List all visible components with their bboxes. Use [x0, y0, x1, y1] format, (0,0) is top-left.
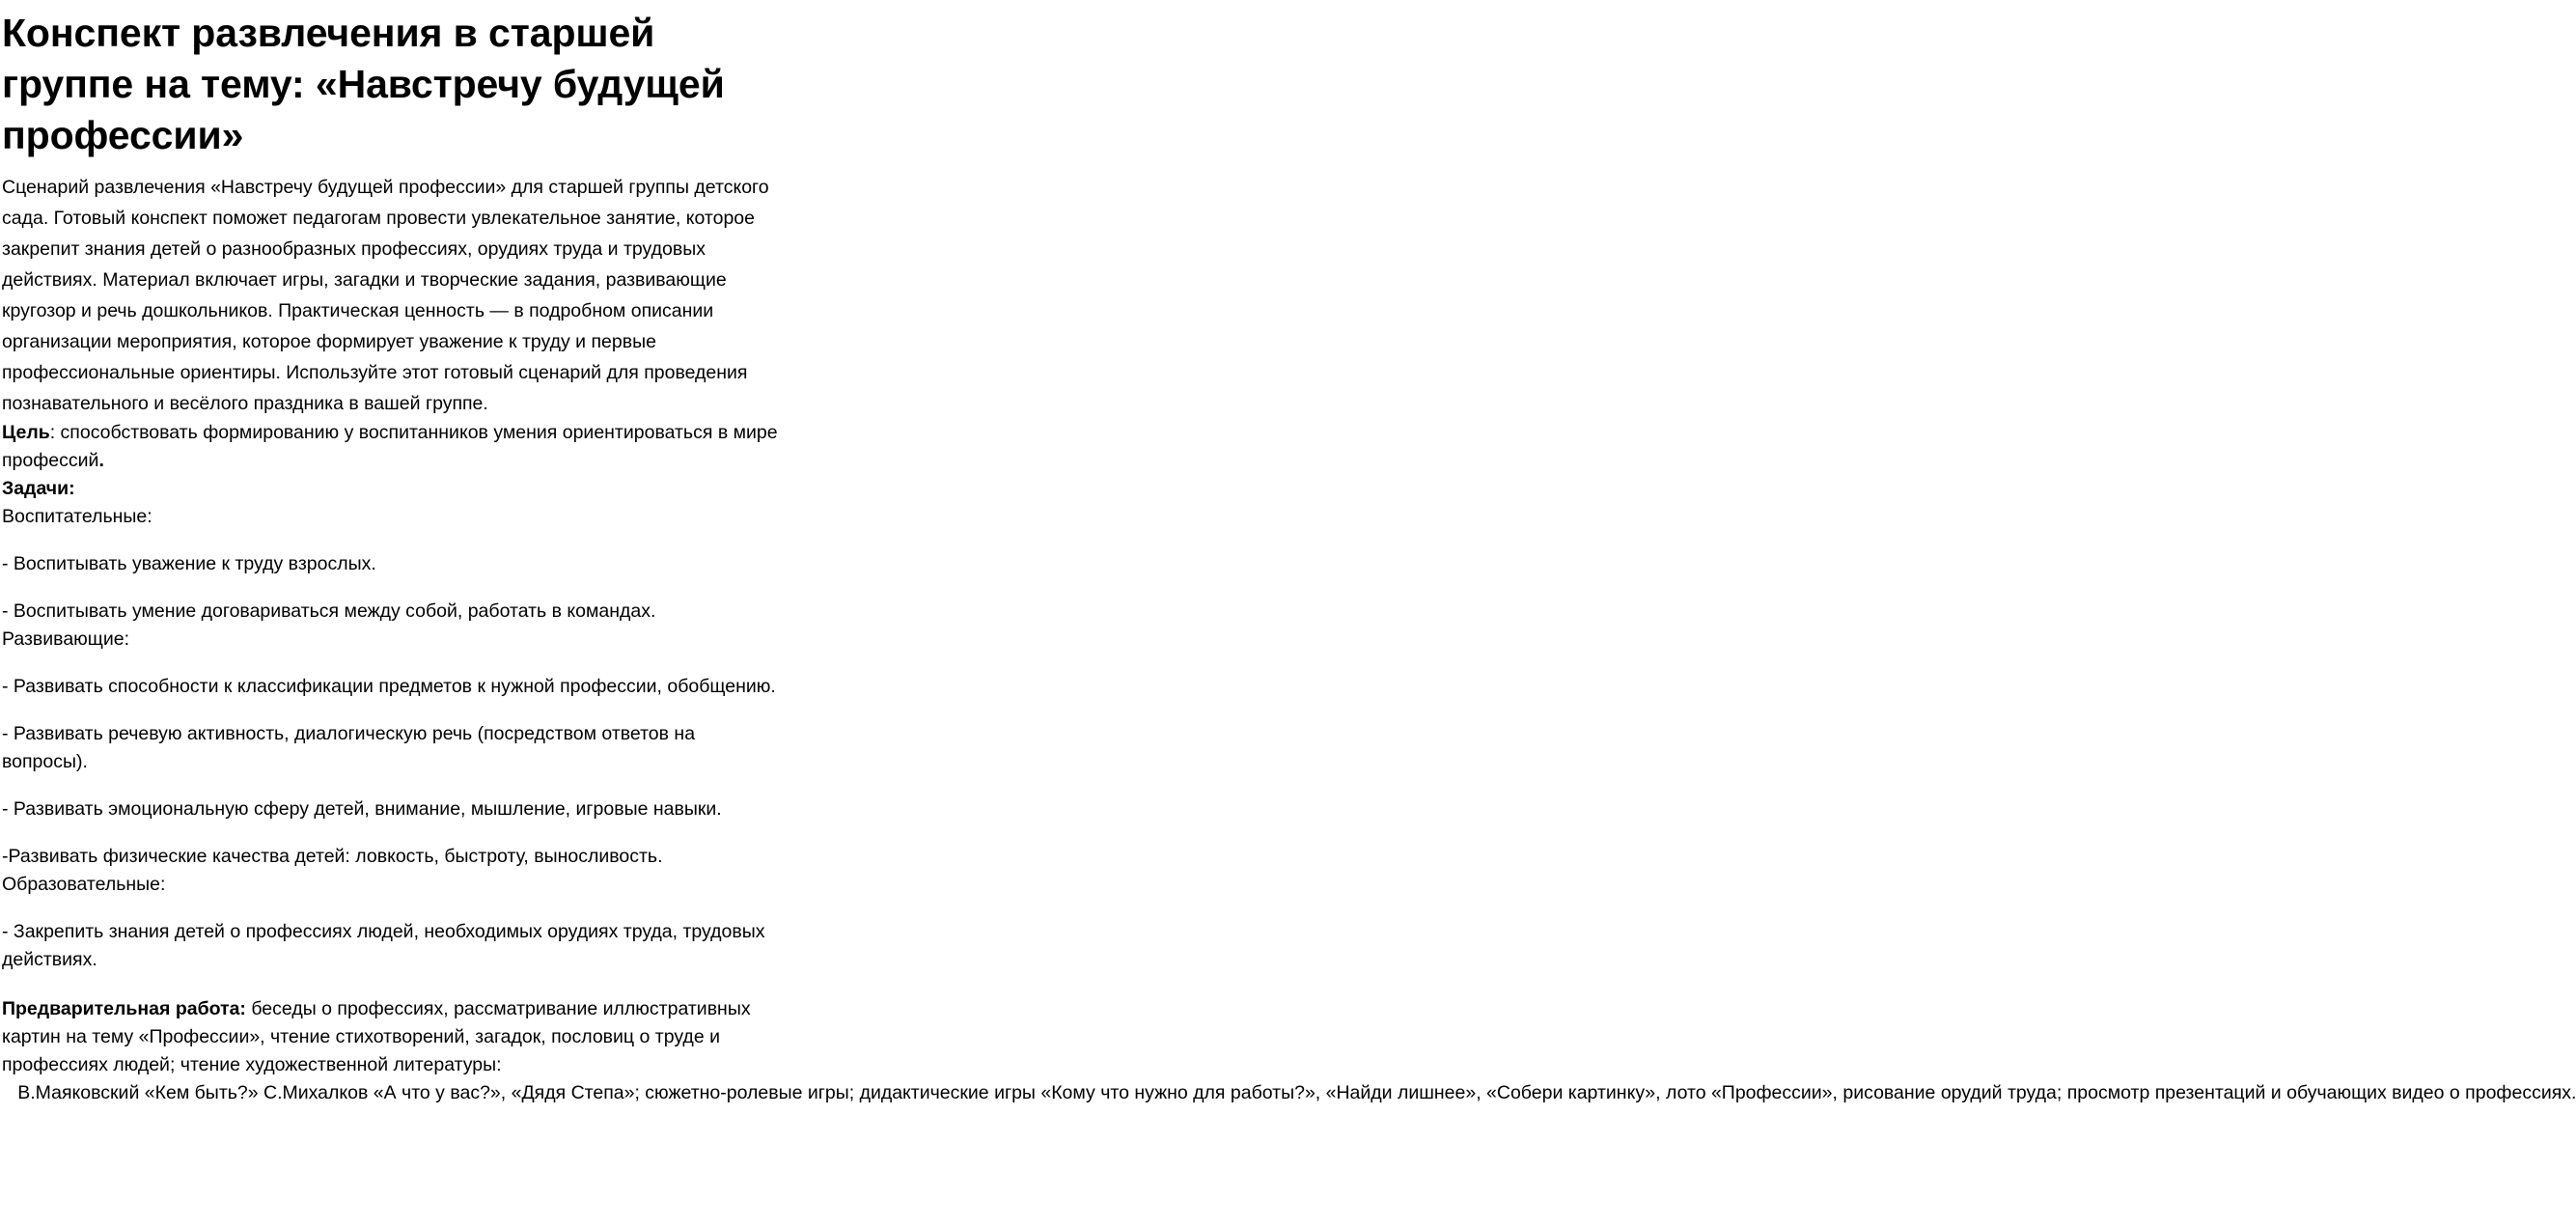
intro-paragraph: Сценарий развлечения «Навстречу будущей профессии» для старшей группы детского сада. Готовый конспект поможет педагогам провести увлекательное занятие, которое закрепит знания детей о разнообразных профессиях, орудиях труда и трудовых действиях. Материал включает игры, загадки и творческие задания, развивающие кругозор и речь дошкольников. Практическая ценность — в подробном описании организации мероприятия, которое формирует уважение к труду и первые профессиональные ориентиры. Используйте этот готовый сценарий для проведения познавательного и весёлого праздника в вашей группе. — [2, 177, 769, 414]
page-title: Конспект развлечения в старшей группе на тему: «Навстречу будущей профессии» — [2, 11, 725, 157]
preliminary-label: Предварительная работа: — [2, 998, 246, 1019]
preliminary-text-1: беседы о профессиях, рассматривание иллюстративных картин на тему «Профессии», чтение стихотворений, загадок, пословиц о труде и профессиях людей; чтение художественной литературы: — [2, 998, 751, 1075]
developing-item: -Развивать физические качества детей: ловкость, быстроту, выносливость. — [2, 846, 663, 867]
goal-paragraph — [2, 419, 784, 475]
preliminary-text-2: В.Маяковский «Кем быть?» С.Михалков «А что у вас?», «Дядя Степа»; сюжетно-ролевые игры; дидактические игры «Кому что нужно для работы?», «Найди лишнее», «Собери картинку», лото «Профессии», рисование орудий труда; просмотр презентаций и обучающих видео о профессиях. — [2, 1082, 2576, 1103]
educational-item: - Воспитывать умение договариваться между собой, работать в командах. — [2, 600, 656, 622]
goal-label: Цель — [2, 422, 50, 443]
tasks-heading — [2, 475, 784, 503]
goal-text: : способствовать формированию у воспитанников умения ориентироваться в мире профессий — [2, 422, 778, 471]
tasks-label: Задачи: — [2, 478, 75, 499]
preliminary-paragraph — [2, 995, 2576, 1107]
goal-end: . — [98, 450, 104, 471]
developing-item: - Развивать эмоциональную сферу детей, внимание, мышление, игровые навыки. — [2, 798, 722, 820]
teaching-item: - Закрепить знания детей о профессиях людей, необходимых орудиях труда, трудовых действиях. — [2, 921, 765, 970]
teaching-label: Образовательные: — [2, 874, 166, 895]
educational-label: Воспитательные: — [2, 506, 152, 527]
educational-item: - Воспитывать уважение к труду взрослых. — [2, 553, 376, 574]
developing-item: - Развивать способности к классификации предметов к нужной профессии, обобщению. — [2, 676, 776, 697]
developing-label: Развивающие: — [2, 628, 129, 650]
developing-item: - Развивать речевую активность, диалогическую речь (посредством ответов на вопросы). — [2, 723, 696, 772]
